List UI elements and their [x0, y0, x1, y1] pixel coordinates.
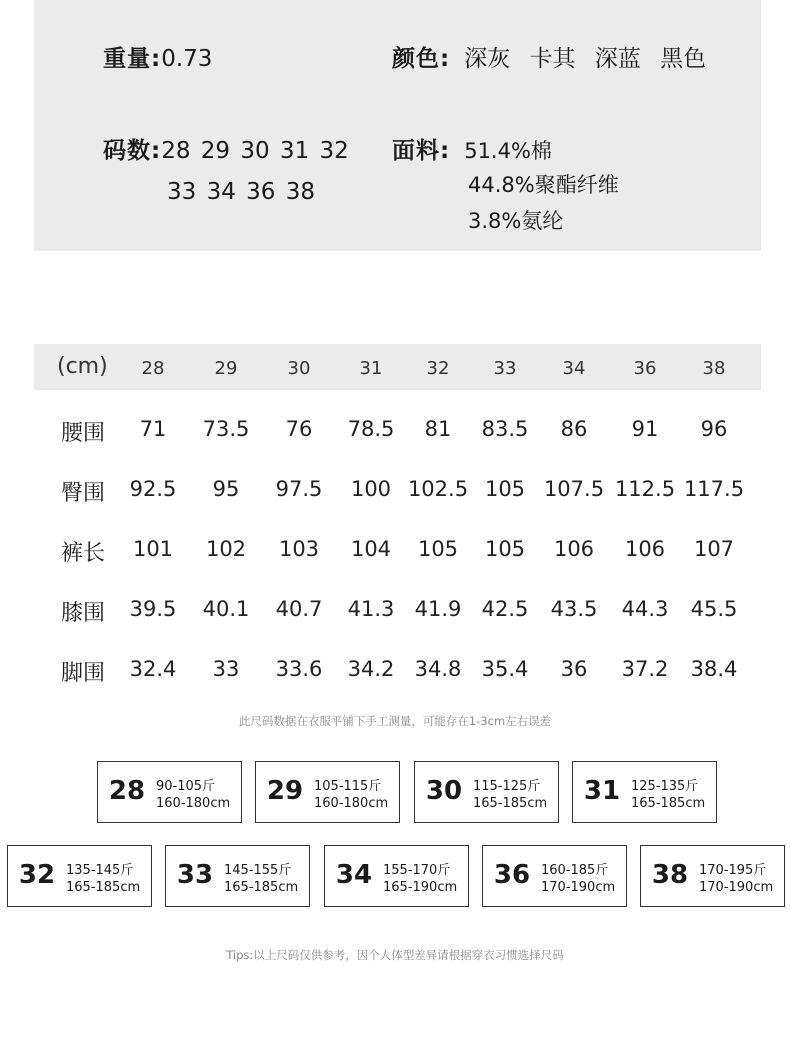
size-number: 32 — [18, 860, 56, 890]
measurement-value: 33 — [212, 657, 240, 681]
color-row — [392, 40, 718, 73]
weight-range: 90-105斤 — [156, 779, 216, 794]
measurement-value: 73.5 — [202, 417, 250, 441]
tips-note: Tips:以上尺码仅供参考，因个人体型差异请根据穿衣习惯选择尺码 — [226, 948, 564, 962]
weight-range: 160-185斤 — [541, 863, 609, 878]
measurement-value: 105 — [417, 537, 459, 561]
weight-label: 重量: — [103, 46, 162, 72]
size-header-cell: 38 — [702, 358, 726, 379]
height-range: 170-190cm — [699, 880, 774, 895]
size-number: 36 — [493, 860, 531, 890]
size-header-cell: 30 — [287, 358, 311, 379]
measurement-value: 34.8 — [414, 657, 462, 681]
measurement-value: 39.5 — [129, 597, 177, 621]
weight-range: 105-115斤 — [314, 779, 382, 794]
measurement-value: 71 — [139, 417, 167, 441]
measurement-value: 102 — [205, 537, 247, 561]
size-recommendation-box — [324, 845, 469, 907]
measurement-value: 106 — [624, 537, 666, 561]
size-header-cell: 34 — [562, 358, 586, 379]
measurement-value: 97.5 — [275, 477, 323, 501]
measurement-value: 41.3 — [347, 597, 395, 621]
measurement-value: 101 — [132, 537, 174, 561]
measurement-value: 81 — [424, 417, 452, 441]
measurement-value: 107.5 — [543, 477, 605, 501]
color-option: 深蓝 — [594, 46, 641, 72]
measurement-value: 83.5 — [481, 417, 529, 441]
unit-label: (cm) — [57, 354, 108, 379]
sizes-row — [103, 132, 349, 165]
measurement-value: 107 — [693, 537, 735, 561]
height-range: 165-185cm — [473, 796, 548, 811]
fabric-line: 51.4%棉 — [464, 139, 552, 163]
measurement-value: 102.5 — [407, 477, 469, 501]
size-header-cell: 31 — [359, 358, 383, 379]
size-header-cell: 33 — [493, 358, 517, 379]
measurement-value: 96 — [700, 417, 728, 441]
fabric-row — [392, 132, 552, 165]
weight-range: 170-195斤 — [699, 863, 767, 878]
measurement-value: 45.5 — [690, 597, 738, 621]
size-number: 29 — [266, 776, 304, 806]
color-option: 黑色 — [660, 46, 707, 72]
measurement-label: 膝围 — [61, 601, 106, 626]
weight-range: 145-155斤 — [224, 863, 292, 878]
size-recommendation-box — [255, 761, 400, 823]
measurement-value: 35.4 — [481, 657, 529, 681]
fabric-line: 3.8%氨纶 — [468, 209, 564, 233]
sizes-line-1: 28 29 30 31 32 — [161, 138, 349, 164]
measurement-value: 40.1 — [202, 597, 250, 621]
height-range: 165-185cm — [224, 880, 299, 895]
measurement-value: 95 — [212, 477, 240, 501]
measurement-value: 105 — [484, 537, 526, 561]
size-number: 31 — [583, 776, 621, 806]
fabric-label: 面料: — [392, 138, 451, 164]
weight-row — [103, 40, 212, 73]
height-range: 165-190cm — [383, 880, 458, 895]
size-recommendation-box — [97, 761, 242, 823]
measurement-label: 臀围 — [61, 481, 106, 506]
measurement-note: 此尺码数据在衣服平铺下手工测量，可能存在1-3cm左右误差 — [238, 714, 552, 728]
measurement-value: 43.5 — [550, 597, 598, 621]
measurement-value: 92.5 — [129, 477, 177, 501]
color-option: 卡其 — [529, 46, 576, 72]
color-option: 深灰 — [464, 46, 511, 72]
size-header-cell: 28 — [141, 358, 165, 379]
size-header-cell: 29 — [214, 358, 238, 379]
measurement-value: 112.5 — [614, 477, 676, 501]
measurement-value: 40.7 — [275, 597, 323, 621]
product-info-panel — [34, 0, 761, 251]
size-number: 34 — [335, 860, 373, 890]
height-range: 165-185cm — [631, 796, 706, 811]
measurement-value: 44.3 — [621, 597, 669, 621]
size-number: 38 — [651, 860, 689, 890]
size-recommendation-box — [640, 845, 785, 907]
measurement-value: 36 — [560, 657, 588, 681]
size-header-cell: 36 — [633, 358, 657, 379]
size-number: 30 — [425, 776, 463, 806]
size-number: 28 — [108, 776, 146, 806]
measurement-value: 91 — [631, 417, 659, 441]
measurement-value: 38.4 — [690, 657, 738, 681]
measurement-label: 脚围 — [61, 661, 106, 686]
measurement-value: 76 — [285, 417, 313, 441]
measurement-value: 117.5 — [683, 477, 745, 501]
measurement-value: 37.2 — [621, 657, 669, 681]
measurement-value: 78.5 — [347, 417, 395, 441]
size-number: 33 — [176, 860, 214, 890]
size-recommendation-box — [414, 761, 559, 823]
weight-range: 155-170斤 — [383, 863, 451, 878]
size-recommendation-box — [572, 761, 717, 823]
measurement-value: 34.2 — [347, 657, 395, 681]
height-range: 160-180cm — [314, 796, 389, 811]
measurement-label: 腰围 — [61, 421, 106, 446]
measurement-value: 42.5 — [481, 597, 529, 621]
measurement-value: 33.6 — [275, 657, 323, 681]
height-range: 170-190cm — [541, 880, 616, 895]
measurement-value: 32.4 — [129, 657, 177, 681]
measurement-value: 103 — [278, 537, 320, 561]
weight-value: 0.73 — [161, 46, 213, 72]
size-recommendation-box — [7, 845, 152, 907]
measurement-value: 41.9 — [414, 597, 462, 621]
size-recommendation-box — [165, 845, 310, 907]
color-label: 颜色: — [392, 46, 451, 72]
fabric-line: 44.8%聚酯纤维 — [468, 173, 619, 197]
weight-range: 115-125斤 — [473, 779, 541, 794]
weight-range: 135-145斤 — [66, 863, 134, 878]
measurement-value: 105 — [484, 477, 526, 501]
measurement-value: 100 — [350, 477, 392, 501]
sizes-line-2: 33 34 36 38 — [167, 179, 315, 205]
measurement-value: 104 — [350, 537, 392, 561]
weight-range: 125-135斤 — [631, 779, 699, 794]
height-range: 165-185cm — [66, 880, 141, 895]
measurement-label: 裤长 — [61, 541, 106, 566]
size-recommendation-box — [482, 845, 627, 907]
height-range: 160-180cm — [156, 796, 231, 811]
color-list — [464, 40, 718, 73]
measurement-value: 86 — [560, 417, 588, 441]
size-header-cell: 32 — [426, 358, 450, 379]
sizes-label: 码数: — [103, 138, 162, 164]
measurement-value: 106 — [553, 537, 595, 561]
